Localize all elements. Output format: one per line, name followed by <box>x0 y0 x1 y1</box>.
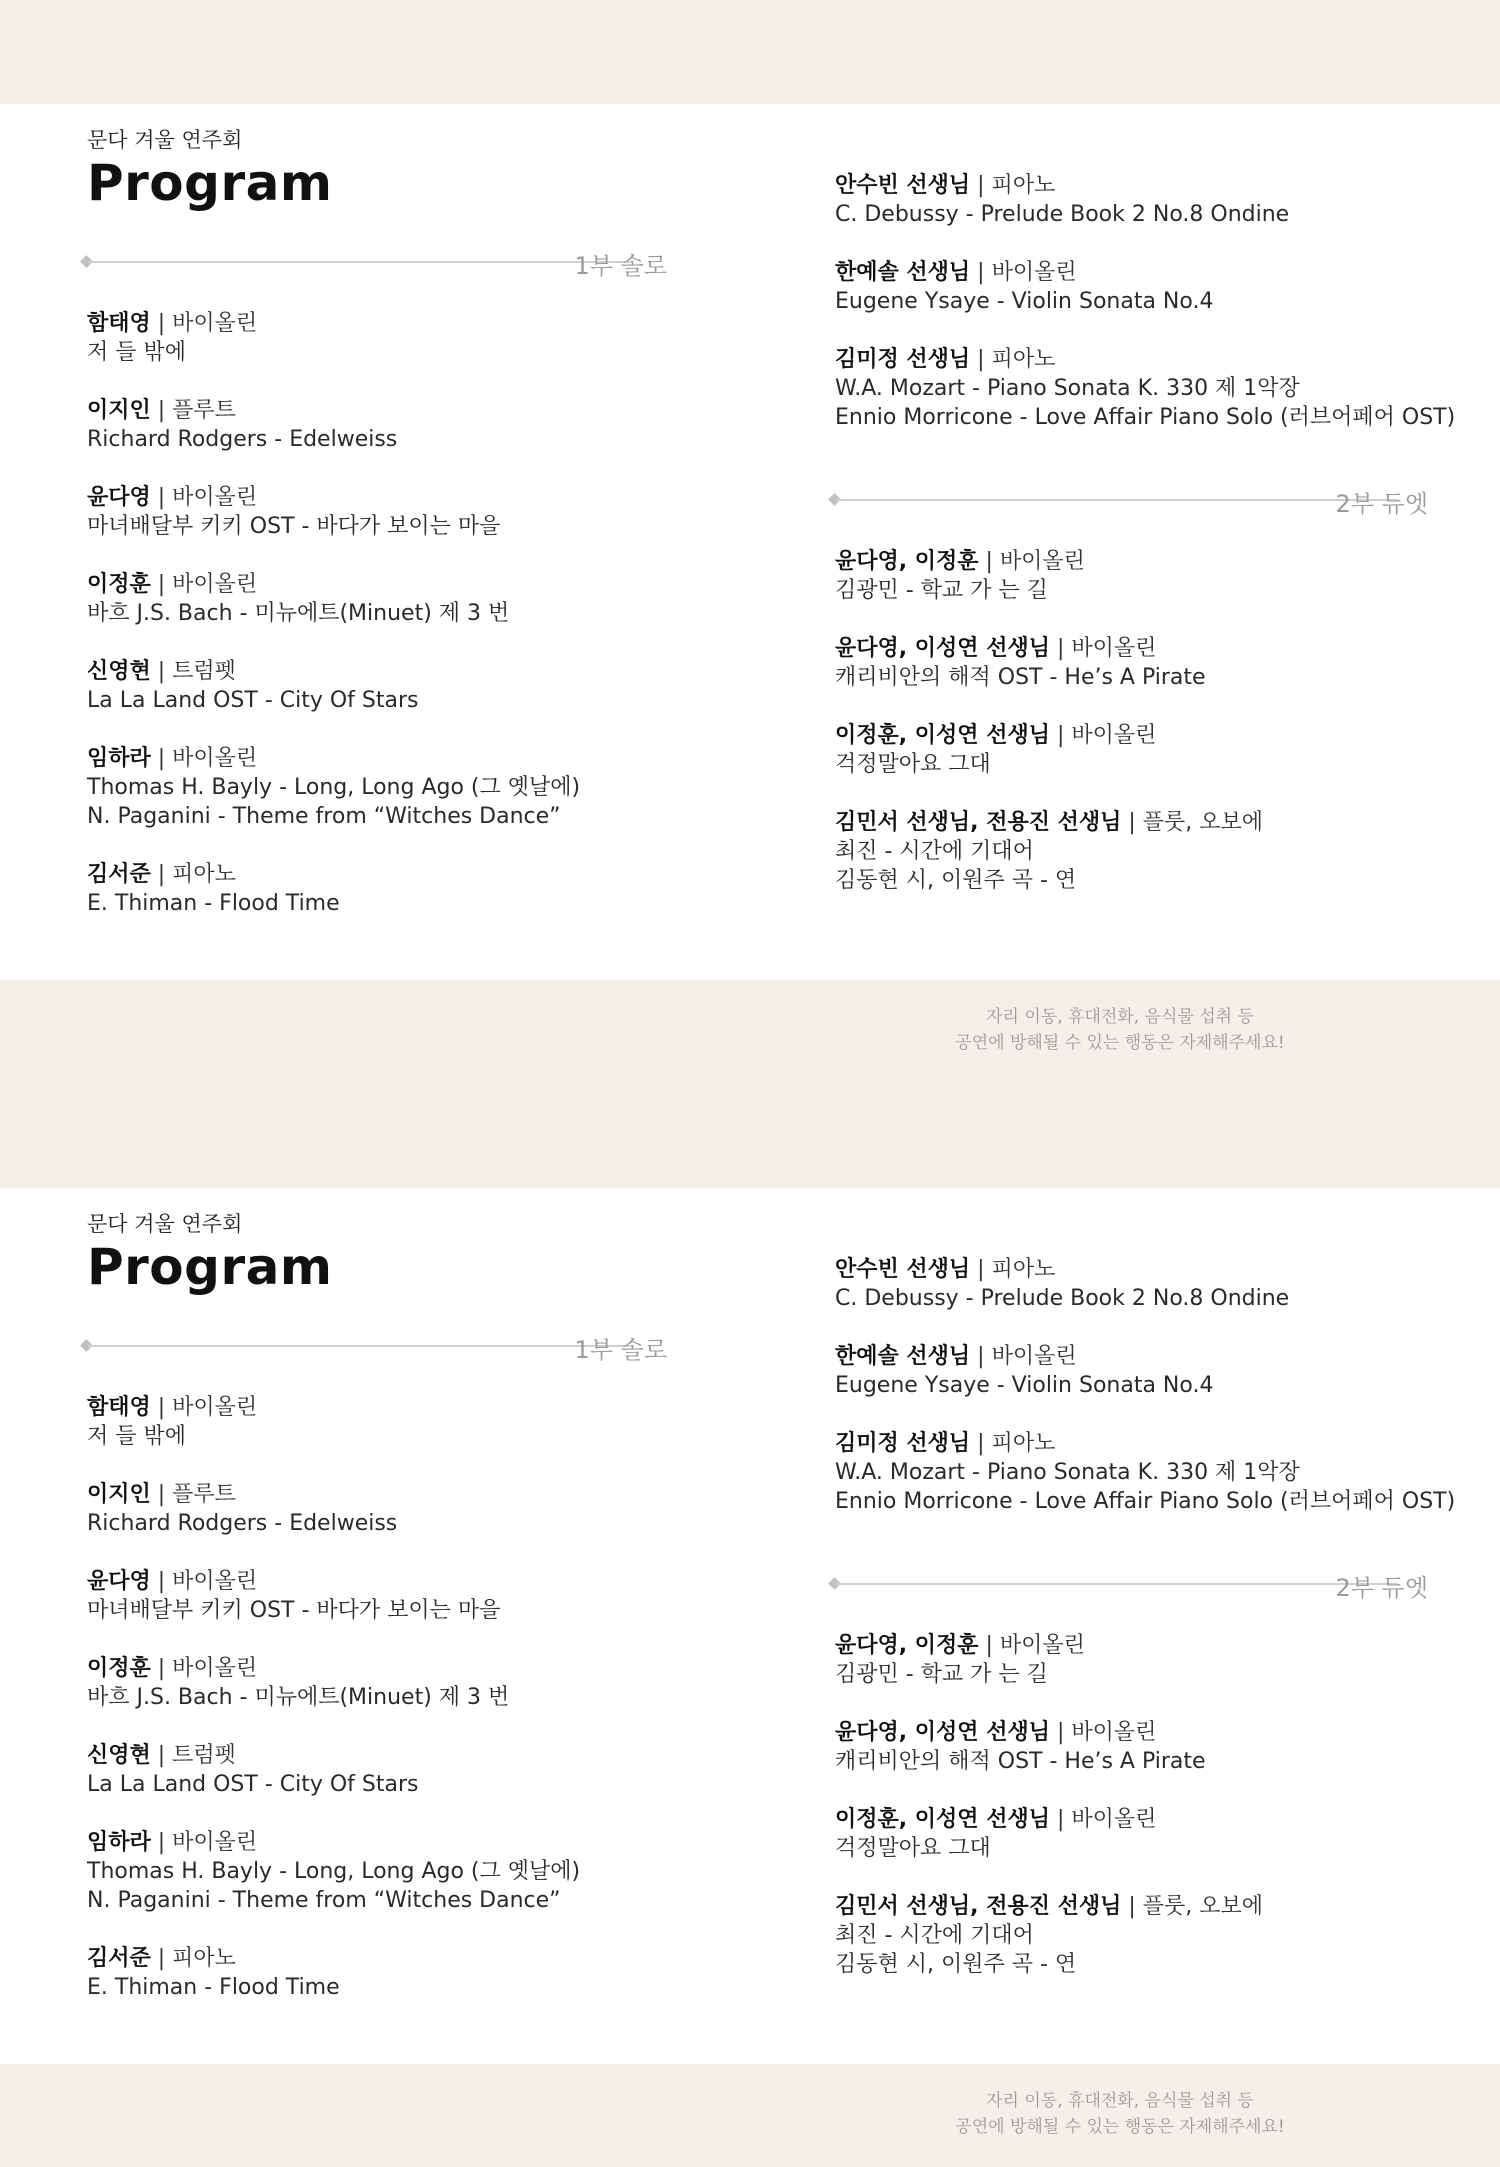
piece-title: C. Debussy - Prelude Book 2 No.8 Ondine <box>835 202 1290 227</box>
instrument: | 피아노 <box>970 347 1056 372</box>
section-divider-part2 <box>828 1568 1428 1602</box>
program-item <box>87 1741 580 1799</box>
performer-line <box>835 1892 1263 1921</box>
piece-title: N. Paganini - Theme from “Witches Dance” <box>87 804 561 829</box>
performer-line <box>835 1429 1455 1458</box>
piece-title: Ennio Morricone - Love Affair Piano Solo (러브어페어 OST) <box>835 1489 1456 1514</box>
performer-line <box>87 657 580 686</box>
performer-name: 안수빈 선생님 <box>835 1257 971 1282</box>
performer-name: 김미정 선생님 <box>835 347 971 372</box>
page-title: Program <box>87 1238 333 1296</box>
part1-list <box>87 309 580 947</box>
section-divider-part1 <box>80 246 667 280</box>
performer-name: 윤다영, 이성연 선생님 <box>835 636 1050 661</box>
performer-name: 신영현 <box>87 659 151 684</box>
piece-title: 최진 - 시간에 기대어 <box>835 1923 1034 1948</box>
program-item <box>87 744 580 831</box>
program-item <box>87 657 580 715</box>
piece-title: Thomas H. Bayly - Long, Long Ago (그 옛날에) <box>87 775 581 800</box>
performer-line <box>87 570 580 599</box>
instrument: | 피아노 <box>970 1431 1056 1456</box>
performer-line <box>835 1631 1263 1660</box>
part1-list <box>87 1393 580 2031</box>
piece-title: 캐리비안의 해적 OST - He’s A Pirate <box>835 665 1206 690</box>
performer-name: 한예솔 선생님 <box>835 260 971 285</box>
concert-subtitle: 문다 겨울 연주회 <box>87 128 243 152</box>
instrument: | 바이올린 <box>150 572 258 597</box>
performer-line <box>87 860 580 889</box>
performer-name: 김서준 <box>87 1946 151 1971</box>
piece-title: 김동현 시, 이원주 곡 - 연 <box>835 1952 1077 1977</box>
program-item <box>87 1654 580 1712</box>
piece-title: 걱정말아요 그대 <box>835 752 991 777</box>
etiquette-notice <box>900 1004 1340 1056</box>
instrument: | 바이올린 <box>150 1569 258 1594</box>
piece-title: La La Land OST - City Of Stars <box>87 1772 419 1797</box>
instrument: | 플루트 <box>150 1482 236 1507</box>
program-item <box>87 860 580 918</box>
performer-name: 윤다영 <box>87 485 151 510</box>
program-item <box>835 1342 1455 1400</box>
performer-line <box>835 1718 1263 1747</box>
teachers-list <box>835 171 1455 461</box>
divider-line <box>88 261 630 263</box>
performer-line <box>835 1255 1455 1284</box>
program-item <box>835 634 1263 692</box>
instrument: | 바이올린 <box>1049 723 1157 748</box>
performer-line <box>835 171 1455 200</box>
performer-line <box>87 1828 580 1857</box>
teachers-list <box>835 1255 1455 1545</box>
performer-name: 한예솔 선생님 <box>835 1344 971 1369</box>
piece-title: 캐리비안의 해적 OST - He’s A Pirate <box>835 1749 1206 1774</box>
program-item <box>835 1631 1263 1689</box>
instrument: | 바이올린 <box>150 311 258 336</box>
performer-name: 안수빈 선생님 <box>835 173 971 198</box>
piece-title: N. Paganini - Theme from “Witches Dance” <box>87 1888 561 1913</box>
piece-title: C. Debussy - Prelude Book 2 No.8 Ondine <box>835 1286 1290 1311</box>
performer-line <box>87 1741 580 1770</box>
program-item <box>87 483 580 541</box>
performer-name: 임하라 <box>87 1830 151 1855</box>
performer-name: 윤다영 <box>87 1569 151 1594</box>
piece-title: 김광민 - 학교 가 는 길 <box>835 578 1048 603</box>
performer-name: 이정훈 <box>87 1656 151 1681</box>
section-divider-part2 <box>828 484 1428 518</box>
piece-title: 저 들 밖에 <box>87 1424 186 1449</box>
program-item <box>835 258 1455 316</box>
section-divider-part1 <box>80 1330 667 1364</box>
notice-line-1: 자리 이동, 휴대전화, 음식물 섭취 등 <box>986 1007 1254 1027</box>
performer-line <box>835 808 1263 837</box>
program-item <box>835 547 1263 605</box>
instrument: | 플룻, 오보에 <box>1121 1894 1264 1919</box>
section-label: 2부 듀엣 <box>1335 490 1428 518</box>
performer-line <box>87 483 580 512</box>
program-sheet <box>0 1188 1500 2064</box>
piece-title: 마녀배달부 키키 OST - 바다가 보이는 마을 <box>87 514 501 539</box>
piece-title: 걱정말아요 그대 <box>835 1836 991 1861</box>
part2-list <box>835 547 1263 924</box>
piece-title: 바흐 J.S. Bach - 미뉴에트(Minuet) 제 3 번 <box>87 1685 510 1710</box>
piece-title: 저 들 밖에 <box>87 340 186 365</box>
instrument: | 바이올린 <box>150 1656 258 1681</box>
instrument: | 플룻, 오보에 <box>1121 810 1264 835</box>
performer-name: 함태영 <box>87 311 151 336</box>
program-item <box>87 1567 580 1625</box>
performer-name: 윤다영, 이성연 선생님 <box>835 1720 1050 1745</box>
performer-name: 이정훈 <box>87 572 151 597</box>
performer-line <box>87 1480 580 1509</box>
divider-line <box>836 499 1398 501</box>
performer-line <box>87 1567 580 1596</box>
piece-title: 바흐 J.S. Bach - 미뉴에트(Minuet) 제 3 번 <box>87 601 510 626</box>
piece-title: W.A. Mozart - Piano Sonata K. 330 제 1악장 <box>835 376 1300 401</box>
instrument: | 바이올린 <box>150 1830 258 1855</box>
notice-line-2: 공연에 방해될 수 있는 행동은 자제해주세요! <box>955 2117 1285 2137</box>
divider-line <box>88 1345 630 1347</box>
program-item <box>835 171 1455 229</box>
performer-line <box>835 1342 1455 1371</box>
program-sheet <box>0 104 1500 980</box>
piece-title: Thomas H. Bayly - Long, Long Ago (그 옛날에) <box>87 1859 581 1884</box>
program-page <box>0 1084 1500 2167</box>
program-item <box>87 1828 580 1915</box>
performer-line <box>87 744 580 773</box>
piece-title: E. Thiman - Flood Time <box>87 891 340 916</box>
performer-line <box>835 1805 1263 1834</box>
instrument: | 바이올린 <box>978 1633 1085 1658</box>
program-item <box>87 570 580 628</box>
performer-name: 신영현 <box>87 1743 151 1768</box>
performer-name: 함태영 <box>87 1395 151 1420</box>
top-band <box>0 1084 1500 1188</box>
performer-line <box>835 345 1455 374</box>
performer-name: 임하라 <box>87 746 151 771</box>
performer-line <box>87 1944 580 1973</box>
instrument: | 바이올린 <box>1049 1720 1157 1745</box>
instrument: | 바이올린 <box>150 485 258 510</box>
instrument: | 바이올린 <box>150 746 258 771</box>
program-item <box>87 1480 580 1538</box>
page-title: Program <box>87 154 333 212</box>
piece-title: Richard Rodgers - Edelweiss <box>87 427 398 452</box>
performer-line <box>835 547 1263 576</box>
performer-name: 이정훈, 이성연 선생님 <box>835 1807 1050 1832</box>
performer-name: 윤다영, 이정훈 <box>835 1633 979 1658</box>
piece-title: 김동현 시, 이원주 곡 - 연 <box>835 868 1077 893</box>
performer-name: 김서준 <box>87 862 151 887</box>
piece-title: La La Land OST - City Of Stars <box>87 688 419 713</box>
piece-title: Ennio Morricone - Love Affair Piano Solo (러브어페어 OST) <box>835 405 1456 430</box>
performer-name: 김미정 선생님 <box>835 1431 971 1456</box>
instrument: | 플루트 <box>150 398 236 423</box>
program-item <box>87 396 580 454</box>
instrument: | 트럼펫 <box>150 1743 236 1768</box>
part2-list <box>835 1631 1263 2008</box>
program-item <box>87 1393 580 1451</box>
program-item <box>835 721 1263 779</box>
instrument: | 바이올린 <box>1049 1807 1157 1832</box>
section-label: 2부 듀엣 <box>1335 1574 1428 1602</box>
piece-title: Richard Rodgers - Edelweiss <box>87 1511 398 1536</box>
program-item <box>87 309 580 367</box>
program-item <box>835 808 1263 895</box>
performer-name: 김민서 선생님, 전용진 선생님 <box>835 810 1122 835</box>
performer-line <box>87 396 580 425</box>
performer-name: 이지인 <box>87 398 151 423</box>
bottom-band <box>0 980 1500 1084</box>
performer-name: 김민서 선생님, 전용진 선생님 <box>835 1894 1122 1919</box>
program-item <box>835 1805 1263 1863</box>
instrument: | 바이올린 <box>970 260 1077 285</box>
performer-line <box>835 634 1263 663</box>
performer-line <box>835 721 1263 750</box>
performer-name: 이지인 <box>87 1482 151 1507</box>
piece-title: E. Thiman - Flood Time <box>87 1975 340 2000</box>
piece-title: 마녀배달부 키키 OST - 바다가 보이는 마을 <box>87 1598 501 1623</box>
instrument: | 바이올린 <box>978 549 1085 574</box>
notice-line-1: 자리 이동, 휴대전화, 음식물 섭취 등 <box>986 2091 1254 2111</box>
performer-line <box>87 1654 580 1683</box>
program-item <box>835 1429 1455 1516</box>
instrument: | 바이올린 <box>970 1344 1077 1369</box>
piece-title: 최진 - 시간에 기대어 <box>835 839 1034 864</box>
divider-line <box>836 1583 1398 1585</box>
instrument: | 트럼펫 <box>150 659 236 684</box>
instrument: | 피아노 <box>970 173 1056 198</box>
program-item <box>835 1718 1263 1776</box>
etiquette-notice <box>900 2088 1340 2140</box>
section-label: 1부 솔로 <box>574 252 667 280</box>
instrument: | 피아노 <box>150 862 236 887</box>
performer-name: 이정훈, 이성연 선생님 <box>835 723 1050 748</box>
program-item <box>835 1892 1263 1979</box>
program-item <box>835 1255 1455 1313</box>
performer-line <box>87 309 580 338</box>
performer-name: 윤다영, 이정훈 <box>835 549 979 574</box>
instrument: | 피아노 <box>150 1946 236 1971</box>
piece-title: Eugene Ysaye - Violin Sonata No.4 <box>835 1373 1214 1398</box>
piece-title: 김광민 - 학교 가 는 길 <box>835 1662 1048 1687</box>
piece-title: W.A. Mozart - Piano Sonata K. 330 제 1악장 <box>835 1460 1300 1485</box>
notice-line-2: 공연에 방해될 수 있는 행동은 자제해주세요! <box>955 1033 1285 1053</box>
section-label: 1부 솔로 <box>574 1336 667 1364</box>
instrument: | 피아노 <box>970 1257 1056 1282</box>
concert-subtitle: 문다 겨울 연주회 <box>87 1212 243 1236</box>
instrument: | 바이올린 <box>1049 636 1157 661</box>
program-item <box>87 1944 580 2002</box>
top-band <box>0 0 1500 104</box>
bottom-band <box>0 2064 1500 2167</box>
performer-line <box>87 1393 580 1422</box>
piece-title: Eugene Ysaye - Violin Sonata No.4 <box>835 289 1214 314</box>
instrument: | 바이올린 <box>150 1395 258 1420</box>
performer-line <box>835 258 1455 287</box>
program-item <box>835 345 1455 432</box>
